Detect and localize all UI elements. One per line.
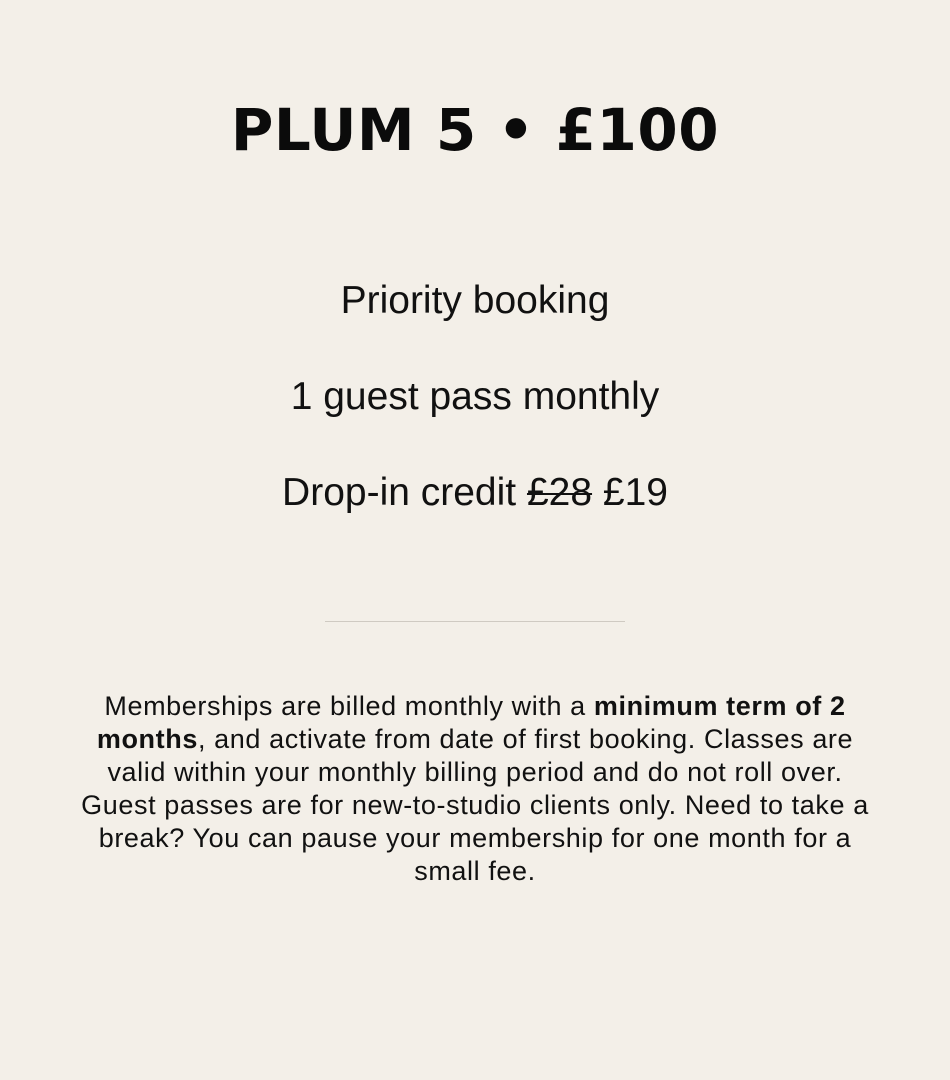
dropin-new-price: £19 [592,471,668,514]
terms-minimum-term: minimum term of 2 months [96,691,846,754]
dropin-old-price: £28 [526,471,593,514]
section-divider [325,621,625,622]
membership-terms [75,690,875,888]
feature-priority-booking: Priority booking [340,279,610,322]
dropin-credit-label: Drop-in credit [282,471,527,514]
feature-dropin-credit [0,468,950,518]
feature-list [0,276,950,564]
terms-text-end: , and activate from date of first booking. Classes are valid within your monthly billing period and do not roll over. Guest passes are for new-to-studio clients only. Need to take a break? You can pause your membership for one month for a small fee. [81,724,869,886]
plan-title: PLUM 5 • £100 [230,96,720,164]
terms-text-start: Memberships are billed monthly with a [104,691,594,721]
feature-guest-pass: 1 guest pass monthly [290,375,660,418]
